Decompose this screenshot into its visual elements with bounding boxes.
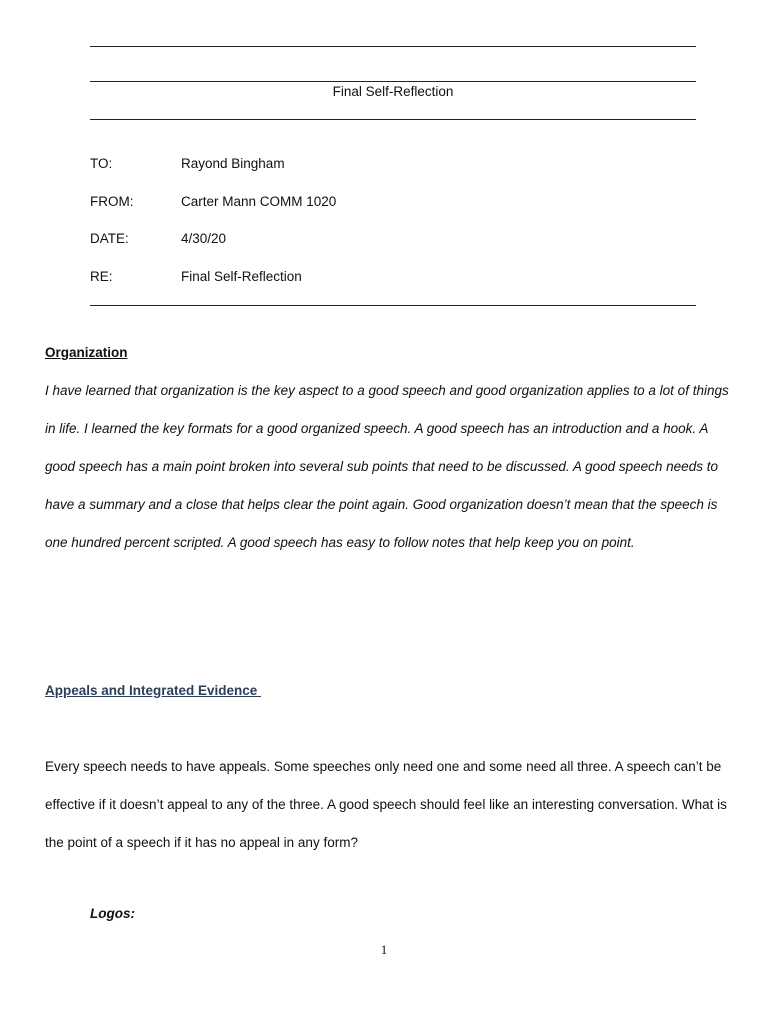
organization-heading: Organization (45, 345, 128, 360)
organization-paragraph: I have learned that organization is the key aspect to a good speech and good organization applies to a lot of things in life. I learned the key formats for a good organized speech. A good speech has an introduction and a hook. A good speech has a main point broken into several sub points that need to be discussed. A good speech needs to have a summary and a close that helps clear the point again. Good organization doesn’t mean that the speech is one hundred percent scripted. A good speech has easy to follow notes that help keep you on point. (45, 383, 729, 550)
memo-label-date: DATE: (90, 231, 129, 246)
title-bottom-rule (90, 119, 696, 120)
memo-value-to: Rayond Bingham (181, 156, 285, 171)
top-rule (90, 46, 696, 47)
page-number: 1 (380, 942, 388, 957)
header-bottom-rule (90, 305, 696, 306)
memo-label-to: TO: (90, 156, 113, 171)
memo-row-re (90, 267, 696, 287)
memo-value-date: 4/30/20 (181, 231, 227, 246)
title-top-rule (90, 81, 696, 82)
appeals-heading: Appeals and Integrated Evidence (45, 683, 262, 698)
memo-row-date (90, 229, 696, 249)
logos-subheading: Logos: (90, 906, 135, 921)
memo-value-from: Carter Mann COMM 1020 (181, 194, 337, 209)
memo-title: Final Self-Reflection (332, 84, 454, 99)
memo-label-re: RE: (90, 269, 113, 284)
memo-label-from: FROM: (90, 194, 134, 209)
memo-value-re: Final Self-Reflection (181, 269, 302, 284)
memo-row-from (90, 192, 696, 212)
memo-row-to (90, 154, 696, 174)
appeals-paragraph: Every speech needs to have appeals. Some speeches only need one and some need all three. A speech can’t be effective if it doesn’t appeal to any of the three. A good speech should feel like an interesting conversation. What is the point of a speech if it has no appeal in any form? (45, 759, 727, 850)
